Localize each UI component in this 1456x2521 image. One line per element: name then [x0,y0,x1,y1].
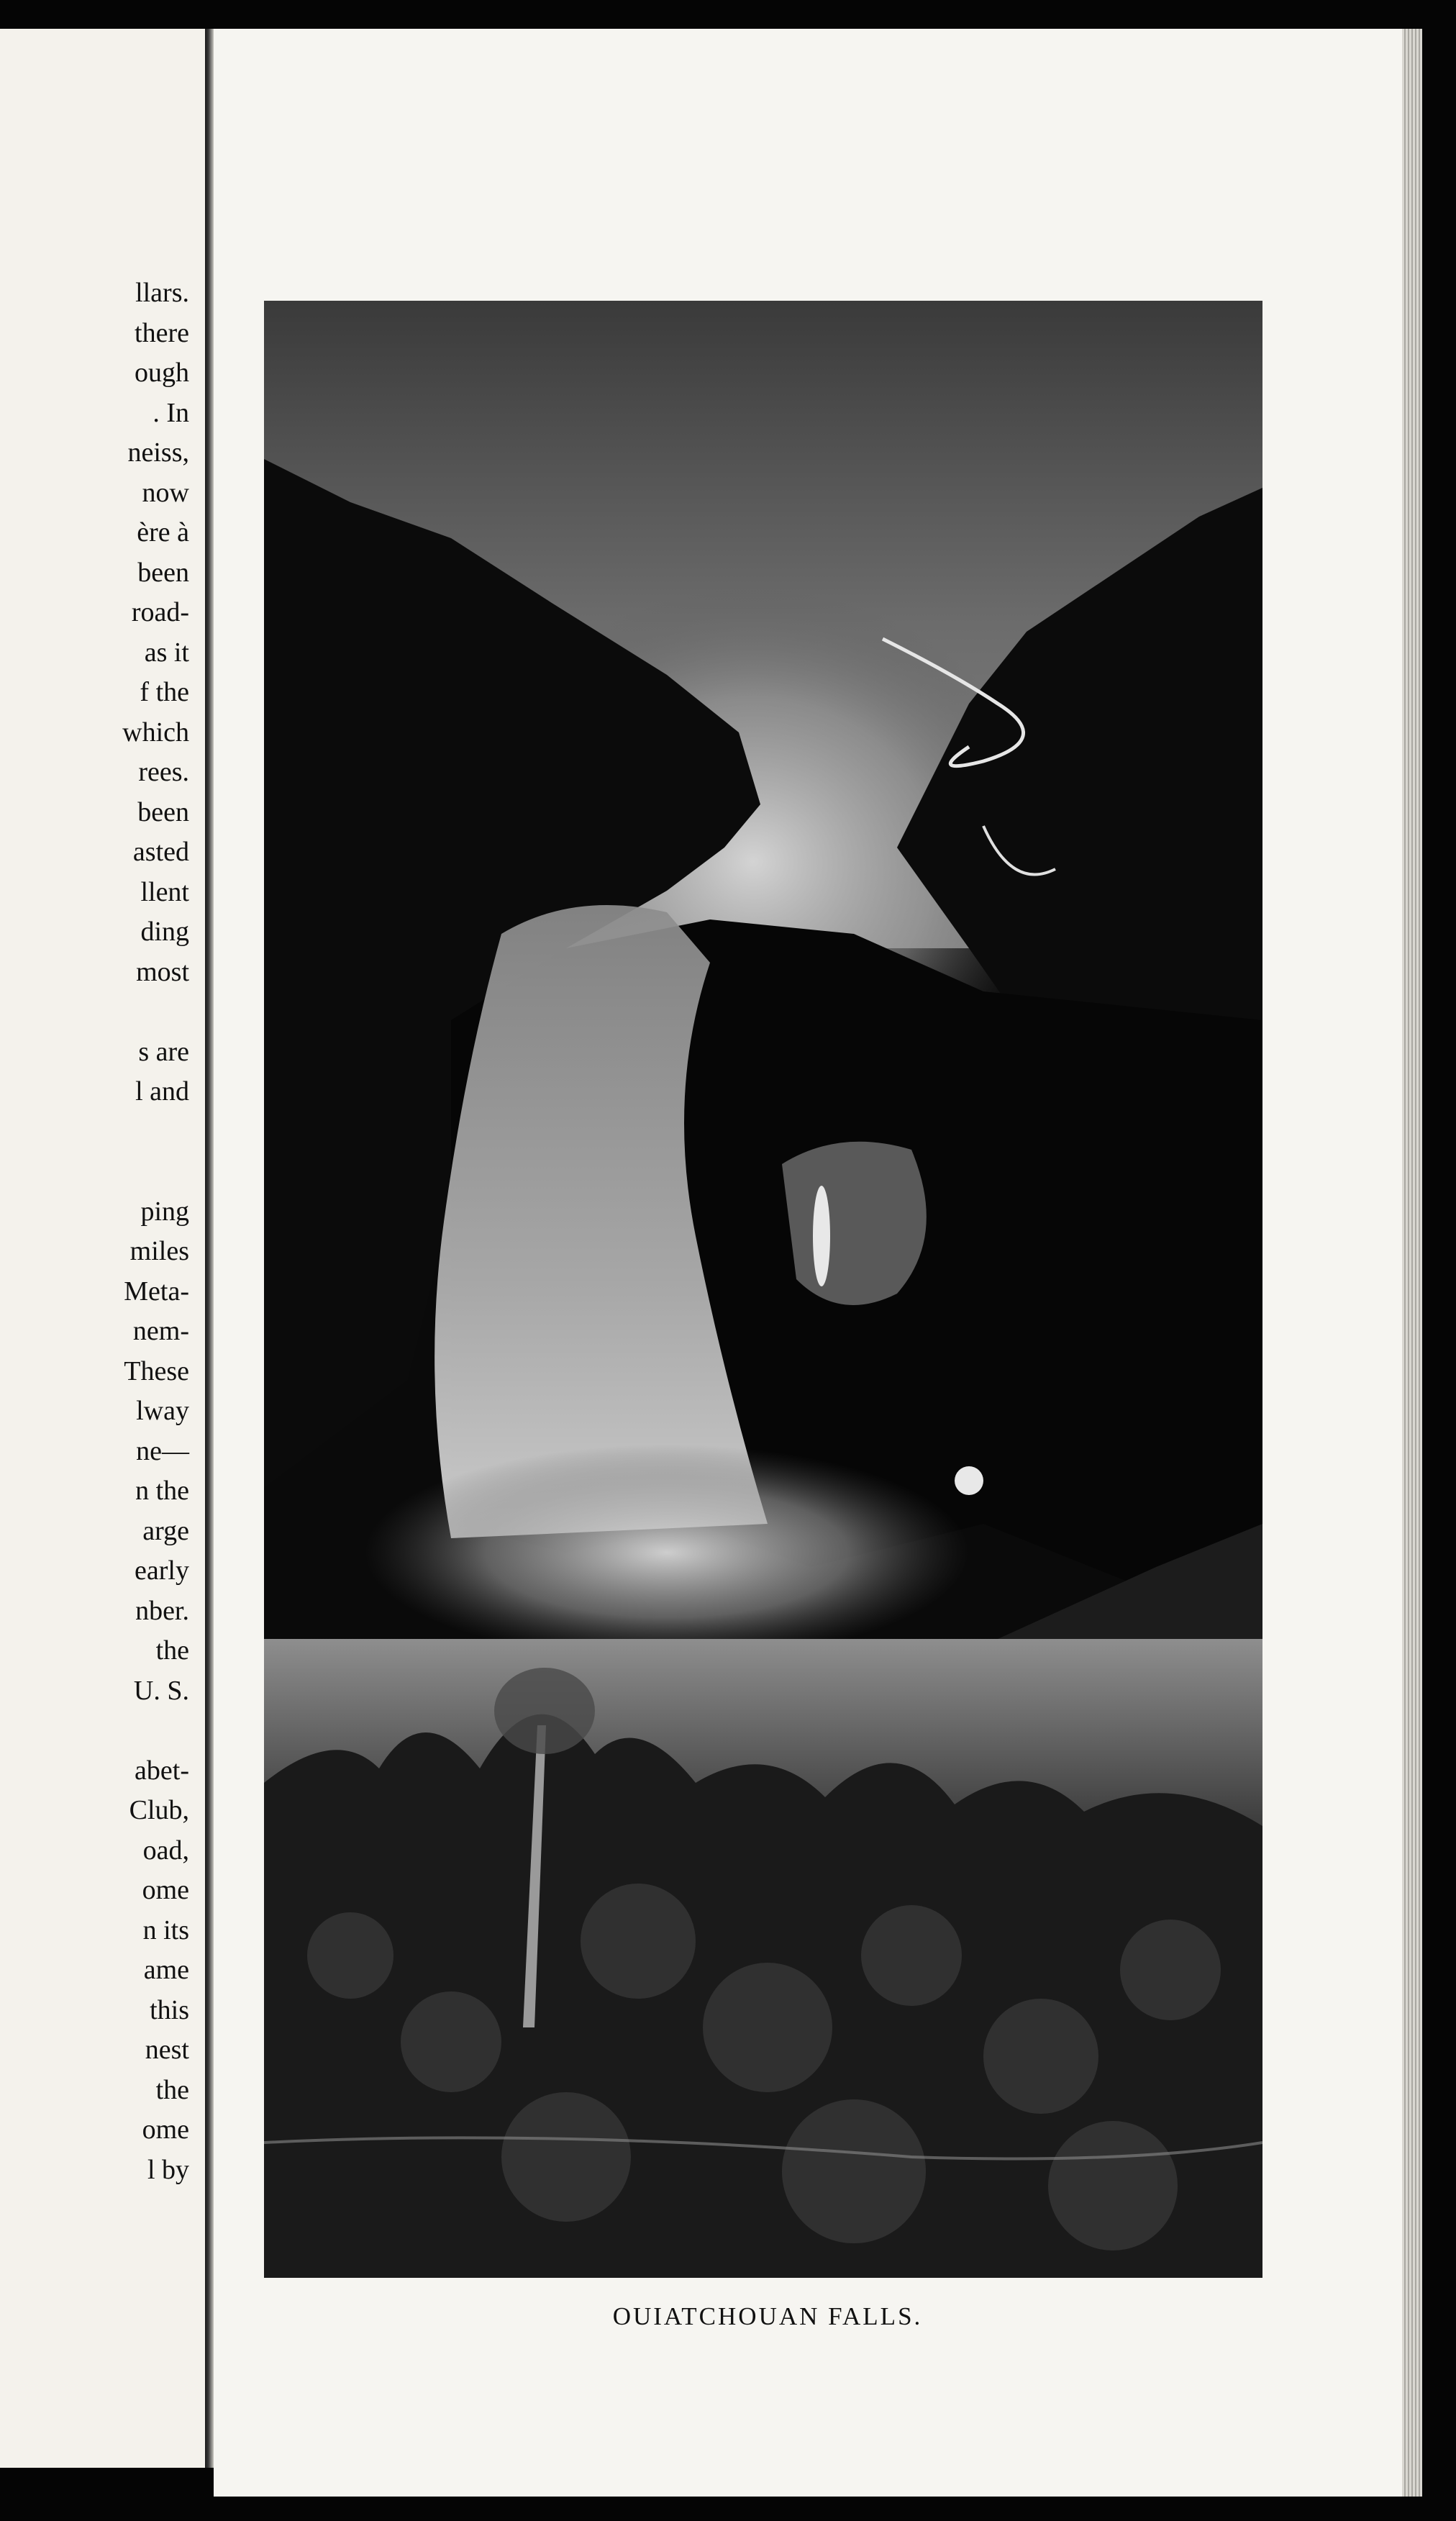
falls-spray [365,1445,969,1661]
left-page-line [0,992,189,1032]
left-page-line: l by [147,2154,189,2185]
left-page-line: which [122,717,189,748]
left-page-text-column [0,273,189,2190]
left-page-line: as it [144,637,189,668]
left-page-line: ère à [137,517,189,548]
left-page-line: most [136,956,189,987]
left-page-line: lway [136,1396,189,1426]
left-page-line: ping [140,1196,189,1227]
left-page-line: now [142,477,189,508]
birch-foliage [494,1668,595,1754]
waterfall-photograph [264,301,1262,2278]
left-page-line: l and [135,1076,189,1107]
left-page-line: nest [145,2035,189,2065]
left-page-line: s are [138,1036,189,1067]
left-page-line [0,1112,189,1153]
left-page-line: ough [135,358,189,388]
left-page-line: ame [143,1955,189,1985]
left-page-line: U. S. [133,1675,189,1706]
left-page-line: nem- [132,1316,189,1346]
left-page-line: f the [140,677,189,707]
left-page-line: been [137,796,189,827]
left-page-line: neiss, [127,437,189,468]
left-page-line: road- [131,597,189,627]
secondary-cascade [782,1142,927,1305]
plate-speck [813,1186,830,1286]
left-page-line: miles [129,1236,189,1266]
figure-caption: OUIATCHOUAN FALLS. [612,2302,923,2330]
left-page-line: n its [142,1914,189,1945]
left-page-line: n the [135,1476,189,1506]
left-page [0,29,205,2468]
left-page-line: llars. [135,278,189,308]
left-page-line: early [135,1555,189,1586]
left-page-line: Meta- [124,1276,189,1307]
left-page-line: . In [153,397,189,428]
left-page-line [0,1711,189,1751]
left-page-line: llent [140,876,189,907]
left-page-line: asted [132,837,189,867]
left-page-line: These [124,1355,189,1386]
page-edge [1402,29,1422,2497]
left-page-line: this [150,1994,189,2025]
left-page-line: arge [142,1515,189,1546]
left-page-line: ome [142,2115,189,2145]
left-page-line: ding [140,917,189,947]
left-page-line: nber. [135,1595,189,1626]
book-gutter [205,29,214,2468]
left-page-line: rees. [138,757,189,787]
left-page-line: the [155,1635,189,1666]
left-page-line: ome [142,1875,189,1905]
left-page-line: ne— [136,1435,189,1466]
right-page [214,29,1422,2497]
left-page-line: been [137,557,189,588]
left-page-line [0,1152,189,1192]
left-page-line: Club, [129,1795,189,1825]
plate-speck-2 [955,1466,983,1495]
left-page-line: the [155,2074,189,2105]
left-page-line: there [135,317,189,348]
left-page-line: oad, [142,1835,189,1866]
left-page-line: abet- [135,1755,189,1786]
